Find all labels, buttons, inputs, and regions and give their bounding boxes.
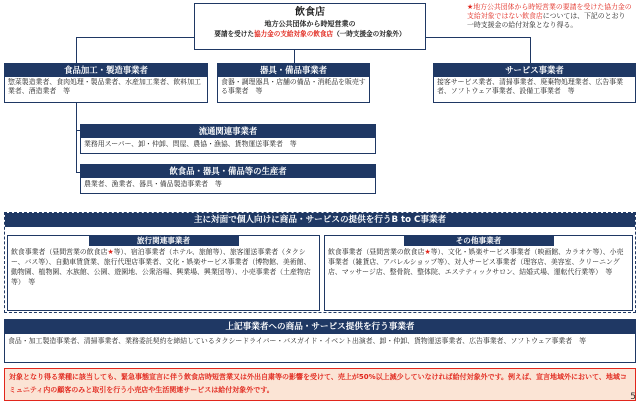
connector-food-distribution (76, 102, 77, 130)
restaurant-line1: 地方公共団体から時短営業の (264, 20, 356, 28)
distribution-box (80, 124, 376, 154)
suppliers-body: 食品・加工製造事業者、清掃事業者、業務委託契約を締結しているタクシードライバー・バスガイド・イベント出演者、卸・仲卸、貨物運送事業者、広告事業者、ソフトウェア事業者 等 (8, 337, 586, 345)
btoc-title: 主に対面で個人向けに商品・サービスの提供を行うB to C事業者 (5, 213, 635, 227)
footer-warning (4, 368, 636, 401)
travel-box (7, 235, 320, 311)
note-red-text: 地方公共団体から時短営業の要請を受けた協力金の支給対象ではない飲食店 (467, 3, 632, 21)
travel-title: 旅行関連事業者 (89, 236, 239, 246)
travel-body-b: 等）、宿泊事業者（ホテル、旅館等）、旅客運送事業者（タクシー、バス等）、自動車賃貸業、旅行代理店事業者、文化・娯楽サービス事業者（博物館、美術館、動物園、植物園、水族館、公園、遊園地、公衆浴場、興業場、興業団等）、小売事業者（土産物店等） 等 (11, 248, 311, 286)
btoc-section (4, 212, 636, 313)
other-box (324, 235, 633, 311)
service-body: 接客サービス業者、清掃事業者、廃棄物処理業者、広告事業者、ソフトウェア事業者、設備工事業者 等 (437, 78, 624, 95)
restaurant-line2 (195, 29, 425, 39)
service-title: サービス事業者 (434, 64, 635, 77)
equipment-title: 器具・備品事業者 (218, 64, 369, 77)
service-box (433, 63, 636, 103)
star-icon: ★ (467, 3, 474, 11)
travel-body (8, 246, 319, 288)
other-star-icon: ★ (424, 248, 431, 256)
connector-to-producers (76, 130, 77, 173)
producers-title: 飲食品・器具・備品等の生産者 (81, 165, 375, 178)
restaurant-line2-red: 協力金の支給対象の飲食店 (253, 30, 334, 38)
page-number: 5 (630, 392, 636, 402)
food-processing-title: 食品加工・製造事業者 (5, 64, 207, 77)
note-black-text: については、下記のとおり一時支援金の給付対象となり得る。 (467, 12, 626, 30)
suppliers-title: 上記事業者への商品・サービス提供を行う事業者 (5, 320, 635, 334)
equipment-box (217, 63, 370, 103)
producers-box (80, 164, 376, 194)
note-box (467, 3, 632, 49)
restaurant-line2-suffix: （一時支援金の対象外） (333, 30, 406, 38)
footer-text: 対象となり得る業種に該当しても、緊急事態宣言に伴う飲食店時短営業又は外出自粛等の影響を受けて、売上が50%以上減少していなければ給付対象外です。例えば、宣言地域外において、地域コミュニティ内の顧客のみと取引を行う小売店や生活関連サービスは給付対象外です。 (9, 373, 627, 394)
equipment-body: 食器・調理器具・店舗の備品・消耗品を販売する事業者 等 (221, 78, 366, 95)
other-body-a: 飲食事業者（昼間営業の飲食店 (328, 248, 425, 256)
travel-body-a: 飲食事業者（昼間営業の飲食店 (11, 248, 108, 256)
travel-star-icon: ★ (107, 248, 114, 256)
restaurant-box (194, 3, 426, 50)
connector-to-food (76, 37, 77, 63)
distribution-body: 業務用スーパー、卸・仲卸、問屋、農協・漁協、貨物運送事業者 等 (84, 140, 297, 148)
restaurant-line2-prefix: 要請を受けた (214, 30, 254, 38)
other-title: その他事業者 (404, 236, 554, 246)
food-processing-body: 惣菜製造業者、食肉処理・製品業者、水産加工業者、飲料加工業者、酒造業者 等 (8, 78, 201, 95)
other-body (325, 246, 632, 278)
producers-body: 農業者、漁業者、器具・備品製造事業者 等 (84, 180, 222, 188)
other-body-b: 等）、文化・娯楽サービス事業者（映画館、カラオケ等）、小売事業者（雑貨店、アパレルショップ等）、対人サービス事業者（理容店、美容室、クリーニング店、マッサージ店、整骨院、整体院、エステティックサロン、結婚式場、運転代行業等） 等 (328, 248, 624, 276)
suppliers-section (4, 319, 636, 363)
food-processing-box (4, 63, 208, 103)
distribution-title: 流通関連事業者 (81, 125, 375, 138)
restaurant-title: 飲食店 (295, 7, 325, 18)
